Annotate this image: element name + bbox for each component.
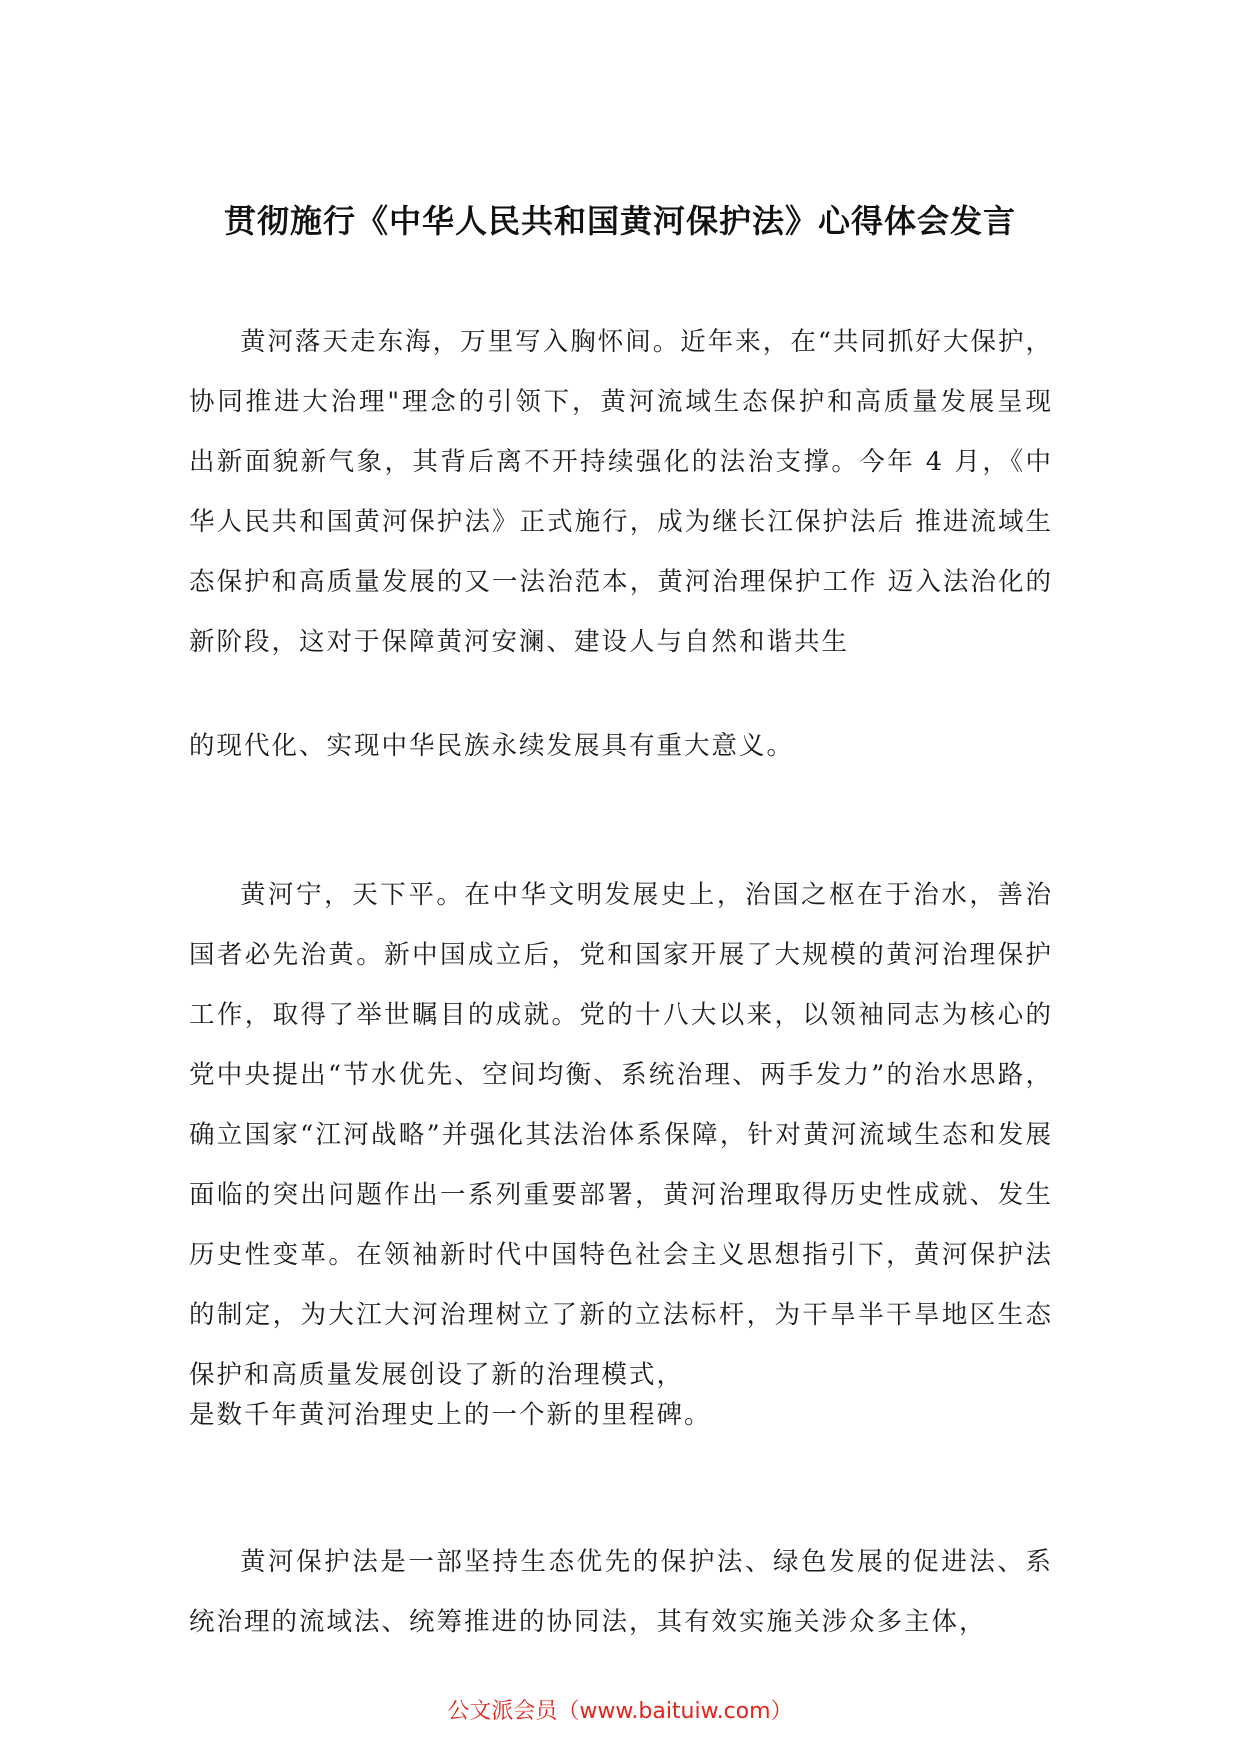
paragraph-2-continuation: 是数千年黄河治理史上的一个新的里程碑。: [189, 1400, 712, 1430]
paragraph-1-continuation: 的现代化、实现中华民族永续发展具有重大意义。: [189, 731, 795, 761]
footer-watermark-link[interactable]: 公文派会员（www.baituiw.com）: [447, 1699, 793, 1724]
paragraph-2: 黄河宁，天下平。在中华文明发展史上，治国之枢在于治水，善治国者必先治黄。新中国成立后，党和国家开展了大规模的黄河治理保护工作，取得了举世瞩目的成就。党的十八大以来，以领袖同志为核心的党中央提出“节水优先、空间均衡、系统治理、两手发力”的治水思路，确立国家“江河战略”并强化其法治体系保障，针对黄河流域生态和发展面临的突出问题作出一系列重要部署，黄河治理取得历史性成就、发生历史性变革。在领袖新时代中国特色社会主义思想指引下，黄河保护法的制定，为大江大河治理树立了新的立法标杆，为干旱半干旱地区生态保护和高质量发展创设了新的治理模式，: [189, 880, 1053, 1390]
paragraph-3: 黄河保护法是一部坚持生态优先的保护法、绿色发展的促进法、系统治理的流域法、统筹推进的协同法，其有效实施关涉众多主体，: [189, 1547, 1053, 1637]
document-title: 贯彻施行《中华人民共和国黄河保护法》心得体会发言: [223, 202, 1016, 240]
paragraph-1: 黄河落天走东海，万里写入胸怀间。近年来，在“共同抓好大保护，协同推进大治理"理念的引领下，黄河流域生态保护和高质量发展呈现出新面貌新气象，其背后离不开持续强化的法治支撑。今年 4 月，《中华人民共和国黄河保护法》正式施行，成为继长江保护法后 推进流域生态保护和高质量发展的又一法治范本，黄河治理保护工作 迈入法治化的新阶段，这对于保障黄河安澜、建设人与自然和谐共生: [189, 327, 1053, 657]
